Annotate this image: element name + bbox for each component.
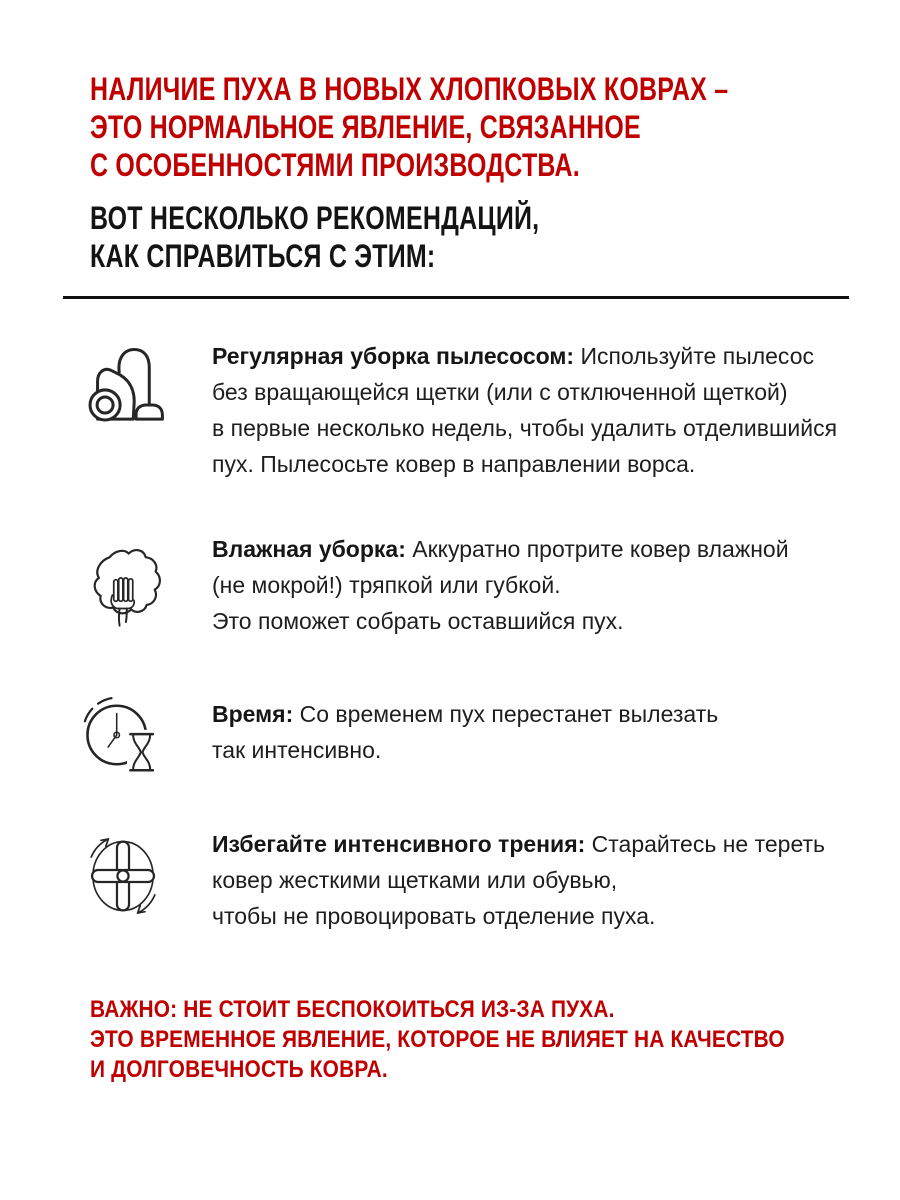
item-line: ковер жесткими щетками или обувью, (212, 867, 618, 893)
divider-line (63, 296, 849, 299)
item-title: Регулярная уборка пылесосом: (212, 343, 575, 369)
footer-warning (90, 995, 785, 1085)
vacuum-cleaner-icon (75, 342, 169, 436)
rotating-fan-icon (80, 833, 166, 919)
main-heading-line: НАЛИЧИЕ ПУХА В НОВЫХ ХЛОПКОВЫХ КОВРАХ – (90, 71, 729, 107)
recommendation-item (212, 826, 825, 934)
sub-heading (90, 199, 539, 275)
item-line: в первые несколько недель, чтобы удалить отделившийся (212, 415, 838, 441)
item-line: Время: Со временем пух перестанет вылезать (212, 701, 719, 727)
item-line: так интенсивно. (212, 737, 382, 763)
footer-line: ВАЖНО: НЕ СТОИТ БЕСПОКОИТЬСЯ ИЗ-ЗА ПУХА. (90, 996, 615, 1023)
sub-heading-line: КАК СПРАВИТЬСЯ С ЭТИМ: (90, 238, 436, 274)
item-line: (не мокрой!) тряпкой или губкой. (212, 572, 561, 598)
item-title: Избегайте интенсивного трения: (212, 831, 586, 857)
main-heading-line: С ОСОБЕННОСТЯМИ ПРОИЗВОДСТВА. (90, 147, 580, 183)
recommendation-item (212, 338, 837, 482)
recommendation-item (212, 531, 789, 639)
recommendation-item (212, 696, 718, 768)
item-title: Влажная уборка: (212, 536, 406, 562)
item-line: чтобы не провоцировать отделение пуха. (212, 903, 656, 929)
footer-line: И ДОЛГОВЕЧНОСТЬ КОВРА. (90, 1056, 388, 1083)
clock-hourglass-icon (78, 692, 164, 778)
item-line: Избегайте интенсивного трения: Старайтесь не тереть (212, 831, 826, 857)
main-heading (90, 70, 728, 184)
item-line: без вращающейся щетки (или с отключенной щеткой) (212, 379, 788, 405)
item-line: пух. Пылесосьте ковер в направлении ворса. (212, 451, 696, 477)
wiping-hand-icon (80, 540, 170, 632)
item-line: Регулярная уборка пылесосом: Используйте пылесос (212, 343, 814, 369)
item-title: Время: (212, 701, 294, 727)
item-line: Это поможет собрать оставшийся пух. (212, 608, 624, 634)
footer-line: ЭТО ВРЕМЕННОЕ ЯВЛЕНИЕ, КОТОРОЕ НЕ ВЛИЯЕТ НА КАЧЕСТВО (90, 1026, 785, 1053)
main-heading-line: ЭТО НОРМАЛЬНОЕ ЯВЛЕНИЕ, СВЯЗАННОЕ (90, 109, 641, 145)
sub-heading-line: ВОТ НЕСКОЛЬКО РЕКОМЕНДАЦИЙ, (90, 200, 540, 236)
item-line: Влажная уборка: Аккуратно протрите ковер влажной (212, 536, 789, 562)
